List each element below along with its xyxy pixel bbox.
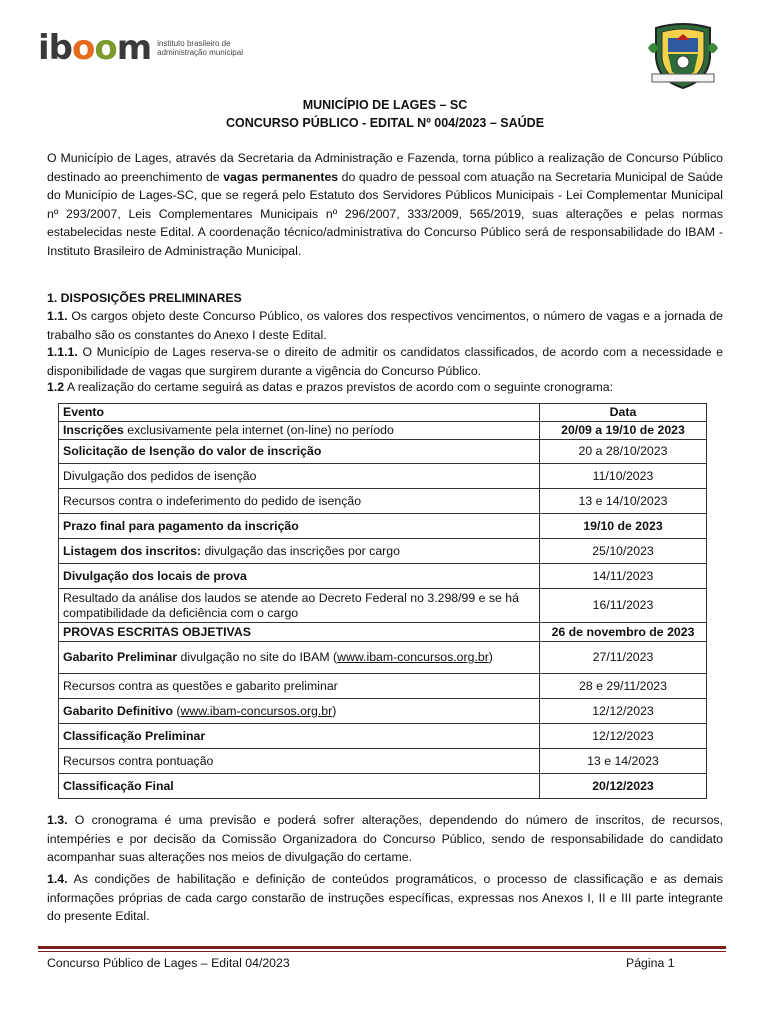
event-cell (59, 464, 540, 489)
date-cell: 13 e 14/2023 (540, 749, 707, 774)
event-label-tail: ) (488, 650, 493, 664)
schedule-table (58, 403, 707, 799)
ibam-website-link[interactable]: www.ibam-concursos.org.br (180, 703, 333, 718)
event-cell (59, 623, 540, 642)
table-header-row (59, 404, 707, 422)
footer-page-number: Página 1 (626, 956, 675, 970)
date-cell: 12/12/2023 (540, 699, 707, 724)
event-label-bold: Divulgação dos locais de prova (63, 568, 247, 583)
event-cell (59, 642, 540, 674)
table-row (59, 623, 707, 642)
table-row (59, 589, 707, 623)
event-label: Recursos contra o indeferimento do pedido de isenção (63, 493, 362, 508)
date-cell: 11/10/2023 (540, 464, 707, 489)
event-cell (59, 422, 540, 440)
event-cell (59, 699, 540, 724)
page-header (0, 0, 770, 90)
event-cell (59, 489, 540, 514)
event-label: Resultado da análise dos laudos se atende ao Decreto Federal no 3.298/99 e se há compatibilidade da deficiência com o cargo (63, 590, 519, 620)
event-cell (59, 539, 540, 564)
event-cell (59, 589, 540, 623)
table-row (59, 724, 707, 749)
date-cell: 28 e 29/11/2023 (540, 674, 707, 699)
event-label: Recursos contra pontuação (63, 753, 214, 768)
footer-document-name: Concurso Público de Lages – Edital 04/2023 (47, 956, 290, 970)
logo-mark: iboom (38, 28, 152, 68)
ibam-logo (38, 28, 243, 68)
event-cell (59, 774, 540, 799)
ibam-website-link[interactable]: www.ibam-concursos.org.br (337, 650, 489, 664)
logo-text: instituto brasileiro de administração municipal (157, 39, 243, 57)
table-row (59, 422, 707, 440)
intro-paragraph: O Município de Lages, através da Secretaria da Administração e Fazenda, torna público a realização de Concurso Público destinado ao preenchimento de vagas permanentes do quadro de pessoal com atuação na Secretaria Municipal de Saúde do Município de Lages-SC, que se regerá pelo Estatuto dos Servidores Públicos Municipais - Lei Complementar Municipal nº 293/2007, Leis Complementares Municipais nº 296/2007, 333/2009, 565/2019, suas alterações e pelas normas estabelecidas neste Edital. A coordenação técnico/administrativa do Concurso Público será de responsabilidade do IBAM - Instituto Brasileiro de Administração Municipal. (47, 151, 723, 258)
event-label-bold: Solicitação de Isenção do valor de inscrição (63, 444, 322, 458)
event-label-bold: PROVAS ESCRITAS OBJETIVAS (63, 624, 251, 639)
footer-divider-thin (38, 951, 726, 952)
footer-divider (38, 946, 726, 949)
table-row (59, 749, 707, 774)
event-label: divulgação no site do IBAM ( (177, 650, 338, 664)
table-row (59, 489, 707, 514)
event-label: ( (173, 703, 181, 718)
event-label-bold: Gabarito Preliminar (63, 650, 178, 664)
clause-1-2: 1.2 A realização do certame seguirá as datas e prazos previstos de acordo com o seguinte cronograma: (47, 380, 613, 394)
event-label-bold: Inscrições (63, 423, 124, 437)
table-row (59, 699, 707, 724)
document-title-line2: CONCURSO PÚBLICO - EDITAL Nº 004/2023 – SAÚDE (225, 116, 545, 130)
date-cell: 13 e 14/10/2023 (540, 489, 707, 514)
table-row (59, 774, 707, 799)
event-label: Divulgação dos pedidos de isenção (63, 468, 257, 483)
section-title: 1. DISPOSIÇÕES PRELIMINARES (47, 291, 242, 305)
event-label: Recursos contra as questões e gabarito preliminar (63, 678, 338, 693)
event-label-tail: ) (332, 703, 337, 718)
table-row (59, 514, 707, 539)
date-cell: 14/11/2023 (540, 564, 707, 589)
event-cell (59, 440, 540, 464)
clause-1-4: 1.4. As condições de habilitação e definição de conteúdos programáticos, o processo de classificação e as demais informações próprias de cada cargo constarão de instruções específicas, expressas nos Anexos I, II e III parte integrante do presente Edital. (47, 872, 723, 924)
clause-1-1: 1.1. Os cargos objeto deste Concurso Público, os valores dos respectivos vencimentos, o número de vagas e a jornada de trabalho são os constantes do Anexo I deste Edital. (47, 309, 723, 342)
table-row (59, 464, 707, 489)
date-cell: 19/10 de 2023 (540, 514, 707, 539)
event-cell (59, 674, 540, 699)
date-cell: 27/11/2023 (540, 642, 707, 674)
date-cell: 20/09 a 19/10 de 2023 (540, 422, 707, 440)
clause-1-1-1: 1.1.1. O Município de Lages reserva-se o direito de admitir os candidatos classificados, de acordo com a necessidade e disponibilidade de vagas que surgirem durante a vigência do Concurso Público. (47, 345, 723, 378)
table-row (59, 564, 707, 589)
table-row (59, 674, 707, 699)
date-cell: 16/11/2023 (540, 589, 707, 623)
event-label: divulgação das inscrições por cargo (201, 543, 400, 558)
column-header-event: Evento (59, 404, 540, 422)
date-cell: 26 de novembro de 2023 (540, 623, 707, 642)
event-label-bold: Listagem dos inscritos: (63, 543, 202, 558)
date-cell: 20/12/2023 (540, 774, 707, 799)
event-cell (59, 724, 540, 749)
event-label-bold: Classificação Final (63, 778, 174, 793)
document-title-line1: MUNICÍPIO DE LAGES – SC (302, 98, 468, 112)
table-row (59, 642, 707, 674)
date-cell: 12/12/2023 (540, 724, 707, 749)
event-cell (59, 514, 540, 539)
municipal-coat-of-arms-icon (646, 18, 720, 90)
event-cell (59, 564, 540, 589)
event-label-bold: Gabarito Definitivo (63, 703, 173, 718)
date-cell: 25/10/2023 (540, 539, 707, 564)
table-row (59, 440, 707, 464)
event-cell (59, 749, 540, 774)
table-row (59, 539, 707, 564)
event-label: exclusivamente pela internet (on-line) no período (123, 423, 394, 437)
date-cell: 20 a 28/10/2023 (540, 440, 707, 464)
clause-1-3: 1.3. O cronograma é uma previsão e poderá sofrer alterações, dependendo do número de inscritos, de recursos, intempéries e por decisão da Comissão Organizadora do Concurso Público, sendo de responsabilidade do candidato acompanhar suas alterações nos meios de divulgação do certame. (47, 813, 723, 865)
column-header-date: Data (540, 404, 707, 422)
event-label-bold: Classificação Preliminar (63, 728, 206, 743)
event-label-bold: Prazo final para pagamento da inscrição (63, 518, 299, 533)
